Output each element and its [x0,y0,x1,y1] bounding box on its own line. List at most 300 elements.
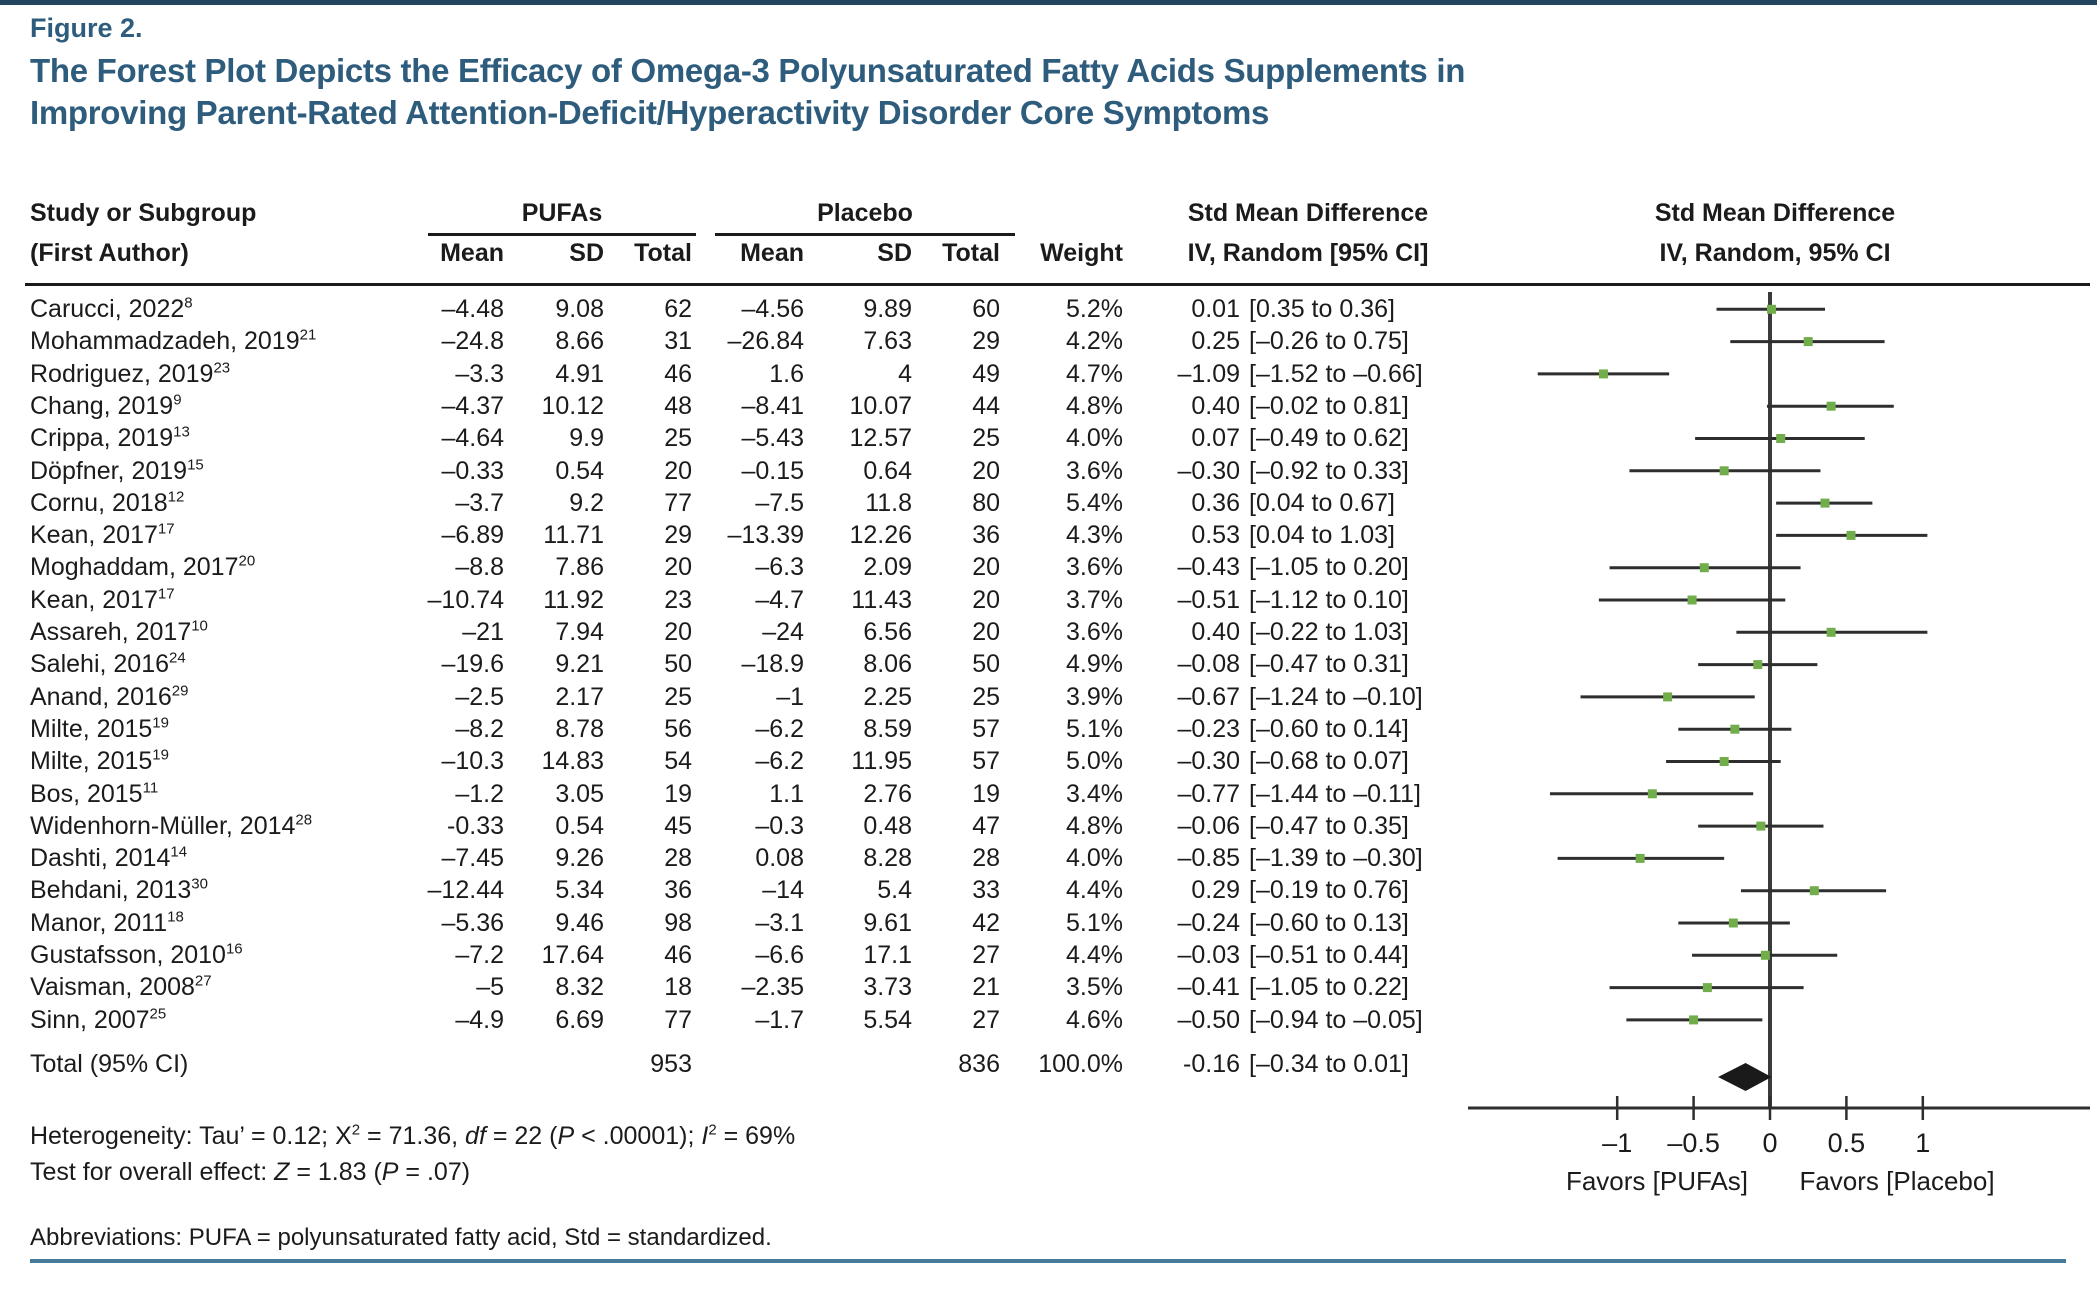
footnote-segment: = 69% [716,1122,796,1150]
placebo-sd-value: 17.1 [863,941,912,969]
placebo-sd-value: 2.76 [863,779,912,808]
pufas-mean-value: –12.44 [427,876,504,905]
pufas-total-value: 31 [664,327,692,356]
placebo-mean-value: –6.2 [755,714,804,743]
weight-value: 5.4% [1066,488,1123,517]
estimate-value: –0.67 [1177,682,1240,711]
weight-value: 4.4% [1066,876,1123,905]
pufas-sd-value: 11.92 [543,585,604,614]
ci-text [1128,455,1548,488]
table-row [0,551,2097,584]
ci-text [1128,745,1548,778]
ci-text [1128,939,1548,972]
pufas-total-value: 77 [664,488,692,517]
pufas-mean-value: –3.7 [455,488,504,517]
estimate-value: –0.41 [1177,973,1240,1002]
footnote-segment: < .00001); [574,1122,702,1150]
placebo-total-value: 20 [972,553,1000,582]
table-row [0,616,2097,649]
ci-text [1128,422,1548,455]
ci-text [1128,874,1548,907]
placebo-sd-value: 11.95 [851,747,912,776]
study-name-text: Kean, 2017 [30,585,158,614]
reference-superscript: 23 [213,359,231,377]
ci-text [1128,325,1548,358]
pufas-mean-value: –1.2 [455,779,504,808]
placebo-mean-value: –0.3 [755,811,804,840]
reference-superscript: 15 [187,456,204,474]
study-name-text: Widenhorn-Müller, 2014 [30,811,296,840]
study-name-text: Behdani, 2013 [30,876,192,905]
study-name-text: Bos, 2015 [30,779,143,808]
ci-text [1128,648,1548,681]
weight-value: 3.6% [1066,456,1123,485]
placebo-total-value: 50 [972,650,1000,679]
weight-value: 3.5% [1066,973,1123,1002]
study-header-line1: Study or Subgroup [30,199,257,227]
pufas-sd-value: 10.12 [541,391,604,420]
reference-superscript: 18 [167,908,184,926]
weight-value: 4.6% [1066,1005,1123,1034]
pufas-sd-value: 8.66 [555,327,604,356]
column-header-weight: Weight [1040,239,1123,267]
pufas-mean-value: –10.3 [441,747,504,776]
estimate-value: –0.30 [1177,456,1240,485]
reference-superscript: 14 [170,843,188,861]
pufas-total-value: 25 [664,424,692,453]
interval-value: [–0.60 to 0.13] [1249,908,1409,937]
pufas-total-value: 28 [664,844,692,873]
pufas-sd-value: 17.64 [541,941,604,969]
footnote-segment: Heterogeneity: Tau’ = 0.12; X [30,1122,352,1150]
pufas-total-value: 36 [664,876,692,905]
weight-value: 5.2% [1066,295,1123,323]
estimate-value: –0.51 [1177,585,1240,614]
column-header-pufas-total: Total [634,239,692,267]
pufas-mean-value: –3.3 [455,359,504,388]
total-estimate: -0.16 [1183,1050,1240,1078]
column-header-pufas-mean: Mean [440,239,504,267]
ci-text [1128,971,1548,1004]
pufas-sd-value: 0.54 [555,456,604,485]
estimate-value: –0.03 [1177,941,1240,969]
pufas-total-value: 18 [664,973,692,1002]
reference-superscript: 17 [157,585,175,603]
reference-superscript: 11 [142,779,159,797]
study-name-text: Moghaddam, 2017 [30,553,239,582]
reference-superscript: 19 [152,746,169,764]
ci-text [1128,584,1548,617]
reference-superscript: 24 [169,649,186,667]
study-name [30,745,420,778]
group-header-pufas: PUFAs [521,199,603,227]
favors-right-label: Favors [Placebo] [1799,1166,1995,1196]
column-header-pufas-sd: SD [569,239,604,267]
table-row [0,455,2097,488]
table-row [0,1004,2097,1037]
interval-value: [–0.68 to 0.07] [1249,747,1409,776]
weight-value: 3.6% [1066,553,1123,582]
study-name-text: Kean, 2017 [30,521,158,550]
overall-effect-note [30,1157,470,1187]
ci-text [1128,810,1548,843]
footnote-segment: = .07) [398,1158,471,1186]
pufas-sd-value: 8.78 [555,714,604,743]
pufas-total-value: 62 [664,295,692,323]
reference-superscript: 20 [238,553,256,571]
weight-value: 5.0% [1066,747,1123,776]
header-rule [25,283,2090,286]
study-name [30,584,420,617]
axis-tick-label: –0.5 [1667,1128,1720,1158]
placebo-sd-value: 7.63 [863,327,912,356]
ci-text [1128,778,1548,811]
footnote-segment: 2 [708,1121,717,1139]
interval-value: [0.04 to 1.03] [1249,521,1395,550]
pufas-mean-value: -0.33 [447,811,504,840]
column-header-placebo-sd: SD [877,239,912,267]
estimate-value: 0.36 [1191,488,1240,517]
weight-value: 3.7% [1066,585,1123,614]
table-row [0,325,2097,358]
table-row [0,971,2097,1004]
study-name [30,487,420,520]
weight-value: 4.8% [1066,811,1123,840]
reference-superscript: 12 [167,488,185,506]
study-name [30,874,420,907]
estimate-value: –0.23 [1177,714,1240,743]
estimate-value: –0.50 [1177,1005,1240,1034]
placebo-mean-value: –5.43 [741,424,804,453]
reference-superscript: 8 [184,294,193,312]
estimate-value: –0.43 [1177,553,1240,582]
reference-superscript: 30 [191,876,208,894]
total-label: Total (95% CI) [30,1050,189,1078]
pufas-total-value: 56 [664,714,692,743]
placebo-group-underline [715,233,1015,236]
placebo-total-value: 20 [972,456,1000,485]
placebo-mean-value: –18.9 [741,650,804,679]
placebo-total-value: 44 [972,391,1000,420]
footnote-segment: P [557,1122,575,1150]
total-ci-text [1128,1048,1548,1081]
weight-value: 4.9% [1066,650,1123,679]
ci-text [1128,616,1548,649]
placebo-sd-value: 9.61 [863,908,912,937]
interval-value: [–1.44 to –0.11] [1249,779,1421,808]
axis-tick-label: 0.5 [1827,1128,1866,1158]
estimate-value: –0.85 [1177,844,1240,873]
figure-title-line2: Improving Parent-Rated Attention-Deficit/Hyperactivity Disorder Core Symptoms [30,94,1270,131]
interval-value: [–0.92 to 0.33] [1249,456,1409,485]
placebo-total-value: 49 [972,359,1000,388]
study-name [30,971,420,1004]
reference-superscript: 29 [171,682,189,700]
interval-value: [–1.39 to –0.30] [1249,844,1423,873]
study-name-text: Milte, 2015 [30,747,153,776]
placebo-mean-value: –1.7 [755,1005,804,1034]
placebo-sd-value: 0.48 [863,811,912,840]
table-row [0,422,2097,455]
study-name-text: Gustafsson, 2010 [30,941,226,969]
weight-value: 4.0% [1066,424,1123,453]
study-name [30,455,420,488]
weight-value: 3.6% [1066,618,1123,646]
pufas-group-underline [428,233,696,236]
estimate-value: 0.07 [1191,424,1240,453]
placebo-total-value: 25 [972,682,1000,711]
reference-superscript: 13 [173,423,190,441]
ci-text [1128,681,1548,714]
weight-value: 4.0% [1066,844,1123,873]
interval-value: [–0.22 to 1.03] [1249,618,1409,646]
figure-title-line1: The Forest Plot Depicts the Efficacy of Omega-3 Polyunsaturated Fatty Acids Supplements in [30,52,1466,89]
table-row [0,939,2097,972]
pufas-total-value: 25 [664,682,692,711]
placebo-sd-value: 4 [898,359,912,388]
placebo-mean-value: –6.3 [755,553,804,582]
interval-value: [–1.05 to 0.22] [1249,973,1409,1002]
placebo-sd-value: 2.09 [863,553,912,582]
study-name-text: Döpfner, 2019 [30,456,188,485]
pufas-mean-value: –5.36 [441,908,504,937]
favors-left-label: Favors [PUFAs] [1565,1166,1749,1196]
placebo-mean-value: –2.35 [741,973,804,1002]
estimate-value: 0.25 [1191,327,1240,356]
estimate-value: 0.01 [1191,295,1240,323]
interval-value: [–0.47 to 0.35] [1249,811,1409,840]
placebo-total-value: 19 [972,779,1000,808]
pufas-sd-value: 9.21 [555,650,604,679]
pufas-total-value: 77 [664,1005,692,1034]
placebo-total-value: 57 [972,714,1000,743]
placebo-sd-value: 6.56 [863,618,912,646]
pufas-mean-value: –8.2 [455,714,504,743]
pufas-total-value: 20 [664,456,692,485]
reference-superscript: 25 [149,1005,167,1023]
pufas-mean-value: –19.6 [441,650,504,679]
placebo-mean-value: –4.56 [741,295,804,323]
table-row [0,487,2097,520]
pufas-mean-value: –24.8 [441,327,504,356]
table-row [0,519,2097,552]
pufas-total-value: 45 [664,811,692,840]
ci-text [1128,551,1548,584]
reference-superscript: 21 [299,326,317,344]
placebo-total-value: 29 [972,327,1000,356]
reference-superscript: 28 [295,811,313,829]
placebo-total-value: 57 [972,747,1000,776]
interval-value: [–1.12 to 0.10] [1249,585,1409,614]
placebo-mean-value: –1 [776,682,804,711]
footnote-segment: I [701,1122,709,1150]
pufas-mean-value: –4.64 [441,424,504,453]
interval-value: [–0.49 to 0.62] [1249,424,1409,453]
study-name [30,1004,420,1037]
placebo-mean-value: 1.6 [769,359,804,388]
footnote-segment: = 71.36, [360,1122,466,1150]
total-row [0,1048,2097,1081]
study-name-text: Rodriguez, 2019 [30,359,214,388]
interval-value: [–0.51 to 0.44] [1249,941,1409,969]
study-name-text: Anand, 2016 [30,682,172,711]
table-row [0,390,2097,423]
pufas-sd-value: 7.94 [555,618,604,646]
study-name-text: Mohammadzadeh, 2019 [30,327,300,356]
placebo-sd-value: 9.89 [863,295,912,323]
pufas-mean-value: –5 [476,973,504,1002]
placebo-sd-value: 2.25 [863,682,912,711]
placebo-sd-value: 0.64 [863,456,912,485]
pufas-sd-value: 8.32 [555,973,604,1002]
weight-value: 5.1% [1066,908,1123,937]
placebo-sd-value: 8.06 [863,650,912,679]
study-name [30,293,420,326]
weight-value: 3.9% [1066,682,1123,711]
estimate-value: 0.53 [1191,521,1240,550]
interval-value: [–1.52 to –0.66] [1249,359,1423,388]
ci-text [1128,1004,1548,1037]
interval-value: [–1.05 to 0.20] [1249,553,1409,582]
reference-superscript: 27 [194,972,212,990]
pufas-mean-value: –7.2 [455,941,504,969]
placebo-sd-value: 5.4 [877,876,912,905]
table-row [0,293,2097,326]
pufas-mean-value: –2.5 [455,682,504,711]
table-row [0,874,2097,907]
ci-text [1128,358,1548,391]
study-name [30,551,420,584]
study-header-line2: (First Author) [30,239,189,267]
study-name [30,681,420,714]
estimate-value: –0.06 [1177,811,1240,840]
placebo-mean-value: –26.84 [727,327,804,356]
table-row [0,810,2097,843]
footnote-segment: P [381,1158,399,1186]
table-row [0,648,2097,681]
footnote-segment: Z [274,1158,290,1186]
footnote-segment: 2 [351,1121,361,1139]
placebo-sd-value: 8.28 [863,844,912,873]
interval-value: [–0.02 to 0.81] [1249,391,1409,420]
interval-value: [0.35 to 0.36] [1249,295,1395,323]
table-row [0,745,2097,778]
placebo-total-value: 42 [972,908,1000,937]
table-row [0,842,2097,875]
study-name-text: Milte, 2015 [30,714,153,743]
pufas-sd-value: 6.69 [555,1005,604,1034]
footnote-segment: df [465,1122,486,1150]
placebo-total-value: 27 [972,941,1000,969]
figure-label: Figure 2. [30,13,143,43]
pufas-total-value: 23 [664,585,692,614]
study-name-text: Vaisman, 2008 [30,973,195,1002]
study-name-text: Cornu, 2018 [30,488,168,517]
pufas-mean-value: –21 [462,618,504,646]
weight-value: 4.8% [1066,391,1123,420]
estimate-value: –0.24 [1177,908,1240,937]
estimate-value: 0.40 [1191,391,1240,420]
interval-value: [–0.60 to 0.14] [1249,714,1409,743]
placebo-mean-value: –4.7 [755,585,804,614]
heterogeneity-note [30,1121,795,1151]
pufas-mean-value: –7.45 [441,844,504,873]
placebo-sd-value: 11.8 [865,488,912,517]
study-name [30,907,420,940]
placebo-sd-value: 3.73 [863,973,912,1002]
table-row [0,681,2097,714]
pufas-sd-value: 7.86 [555,553,604,582]
abbreviations-note: Abbreviations: PUFA = polyunsaturated fatty acid, Std = standardized. [30,1224,772,1251]
study-name [30,616,420,649]
interval-value: [–0.94 to –0.05] [1249,1005,1423,1034]
weight-value: 5.1% [1066,714,1123,743]
placebo-mean-value: 0.08 [755,844,804,873]
pufas-total-value: 54 [664,747,692,776]
total-placebo-n: 836 [958,1050,1000,1078]
placebo-mean-value: –8.41 [741,391,804,420]
ci-text [1128,842,1548,875]
pufas-total-value: 50 [664,650,692,679]
weight-value: 4.2% [1066,327,1123,356]
pufas-sd-value: 0.54 [555,811,604,840]
pufas-mean-value: –4.48 [441,295,504,323]
placebo-mean-value: 1.1 [769,779,804,808]
pufas-sd-value: 5.34 [555,876,604,905]
smd-plot-header-line1: Std Mean Difference [1654,199,1896,227]
placebo-total-value: 20 [972,585,1000,614]
study-name [30,778,420,811]
study-name [30,713,420,746]
table-row [0,358,2097,391]
reference-superscript: 16 [225,940,243,958]
study-name [30,519,420,552]
placebo-total-value: 60 [972,295,1000,323]
pufas-total-value: 46 [664,359,692,388]
study-name [30,422,420,455]
study-name-text: Sinn, 2007 [30,1005,150,1034]
placebo-total-value: 20 [972,618,1000,646]
weight-value: 3.4% [1066,779,1123,808]
table-row [0,713,2097,746]
placebo-total-value: 47 [972,811,1000,840]
interval-value: [–1.24 to –0.10] [1249,682,1423,711]
study-name [30,648,420,681]
study-name-text: Salehi, 2016 [30,650,170,679]
weight-value: 4.4% [1066,941,1123,969]
ci-text [1128,487,1548,520]
study-name-text: Chang, 2019 [30,391,174,420]
weight-value: 4.3% [1066,521,1123,550]
pufas-sd-value: 9.08 [555,295,604,323]
placebo-sd-value: 12.57 [849,424,912,453]
pufas-total-value: 48 [664,391,692,420]
footnote-segment: Test for overall effect: [30,1158,275,1186]
study-name [30,842,420,875]
table-row [0,907,2097,940]
placebo-sd-value: 12.26 [849,521,912,550]
study-name [30,810,420,843]
pufas-sd-value: 9.9 [569,424,604,453]
estimate-value: –0.77 [1177,779,1240,808]
placebo-mean-value: –14 [762,876,804,905]
placebo-mean-value: –13.39 [727,521,804,550]
top-rule [0,0,2097,5]
total-weight: 100.0% [1038,1050,1123,1078]
placebo-total-value: 28 [972,844,1000,873]
placebo-mean-value: –6.2 [755,747,804,776]
study-name [30,325,420,358]
